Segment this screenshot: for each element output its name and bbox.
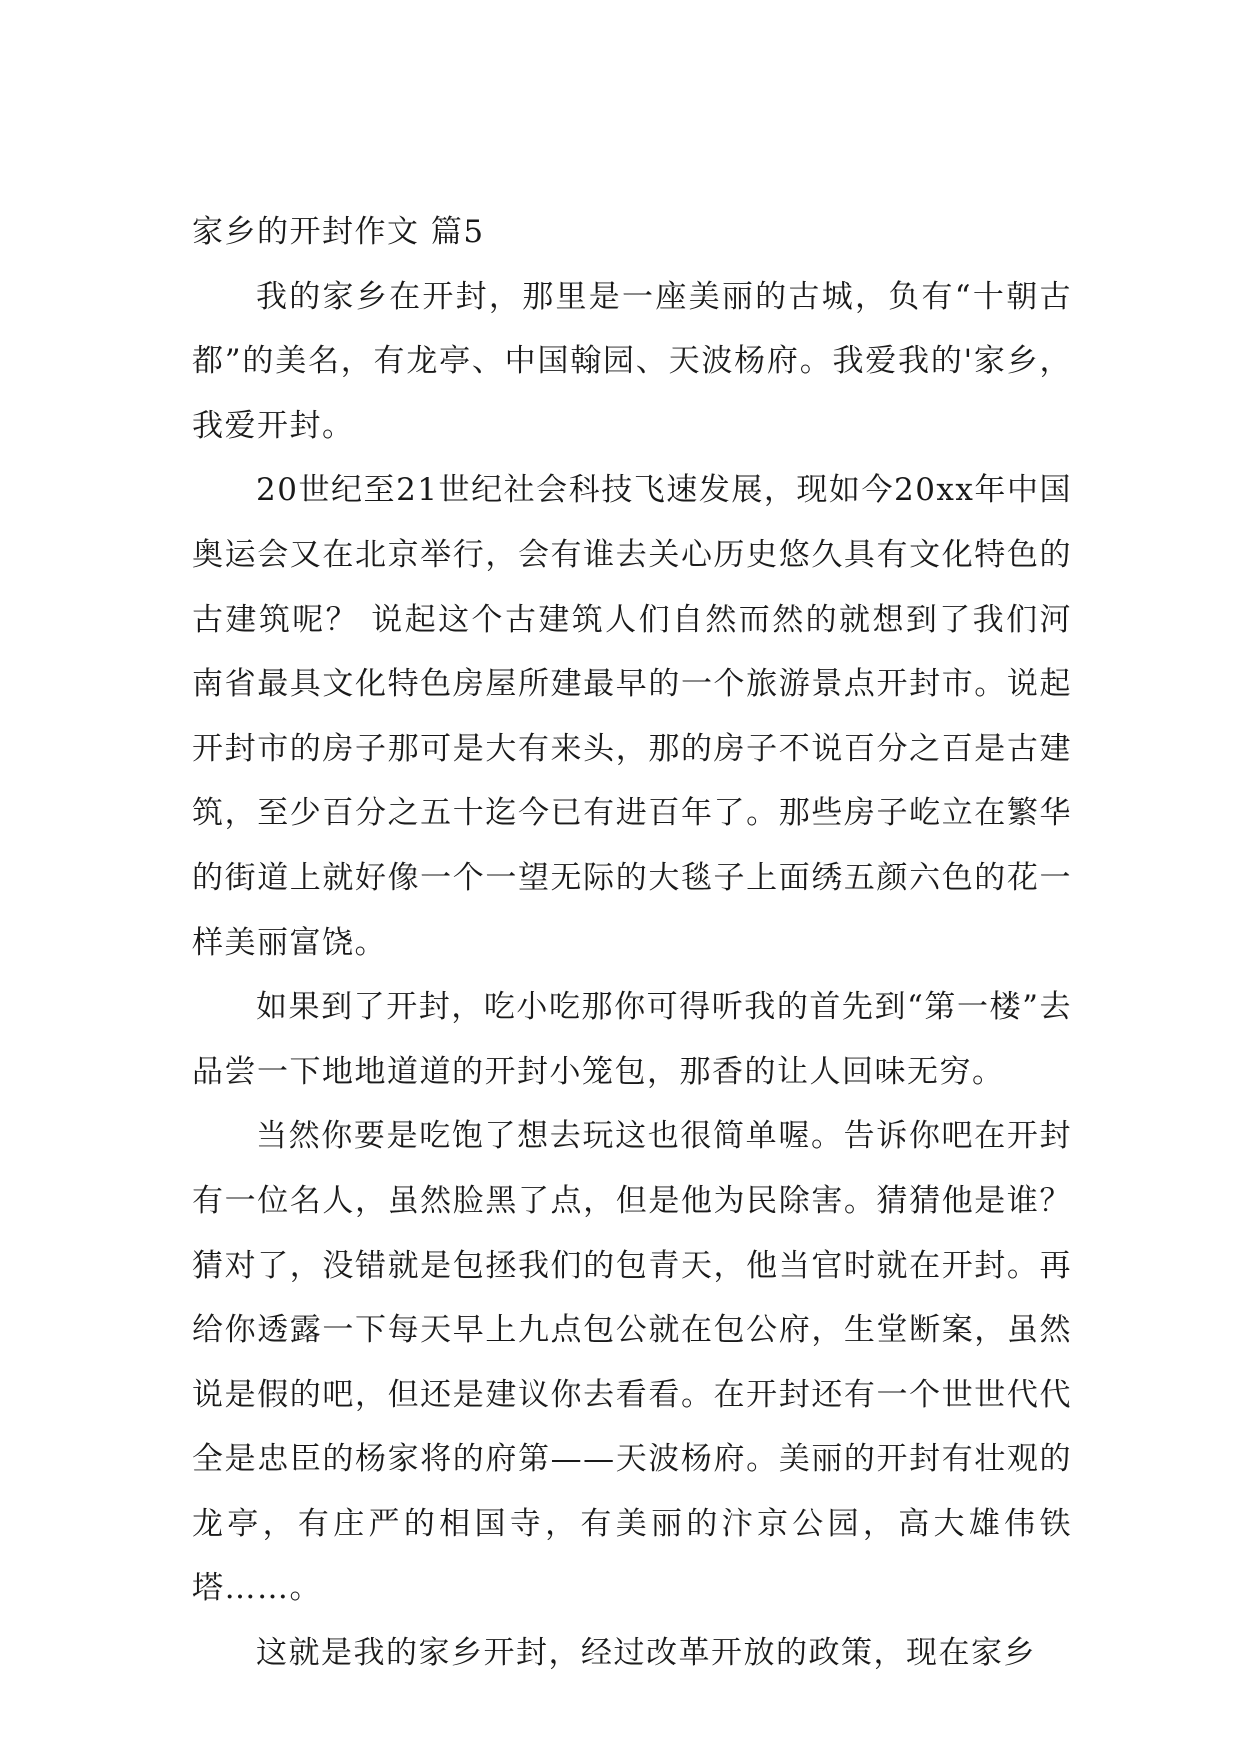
paragraph-5: 这就是我的家乡开封，经过改革开放的政策，现在家乡: [256, 1635, 1036, 1672]
document-body: [192, 200, 1072, 1686]
paragraph-4: 当然你要是吃饱了想去玩这也很简单喔。告诉你吧在开封有一位名人，虽然脸黑了点，但是他为民除害。猜猜他是谁？猜对了，没错就是包拯我们的包青天，他当官时就在开封。再给你透露一下每天早上九点包公就在包公府，生堂断案，虽然说是假的吧，但还是建议你去看看。在开封还有一个世世代代全是忠臣的杨家将的府第——天波杨府。美丽的开封有壮观的龙亭，有庄严的相国寺，有美丽的汴京公园，高大雄伟铁塔……。: [192, 1118, 1072, 1607]
document-title: 家乡的开封作文 篇5: [192, 214, 485, 250]
paragraph-2: 20世纪至21世纪社会科技飞速发展，现如今20xx年中国奥运会又在北京举行，会有谁去关心历史悠久具有文化特色的古建筑呢？ 说起这个古建筑人们自然而然的就想到了我们河南省最具文化特色房屋所建最早的一个旅游景点开封市。说起开封市的房子那可是大有来头，那的房子不说百分之百是古建筑，至少百分之五十迄今已有进百年了。那些房子屹立在繁华的街道上就好像一个一望无际的大毯子上面绣五颜六色的花一样美丽富饶。: [192, 472, 1072, 961]
paragraph-3: 如果到了开封，吃小吃那你可得听我的首先到“第一楼”去品尝一下地地道道的开封小笼包，那香的让人回味无穷。: [192, 989, 1072, 1090]
paragraph-1: 我的家乡在开封，那里是一座美丽的古城，负有“十朝古都”的美名，有龙亭、中国翰园、天波杨府。我爱我的'家乡，我爱开封。: [192, 278, 1072, 444]
